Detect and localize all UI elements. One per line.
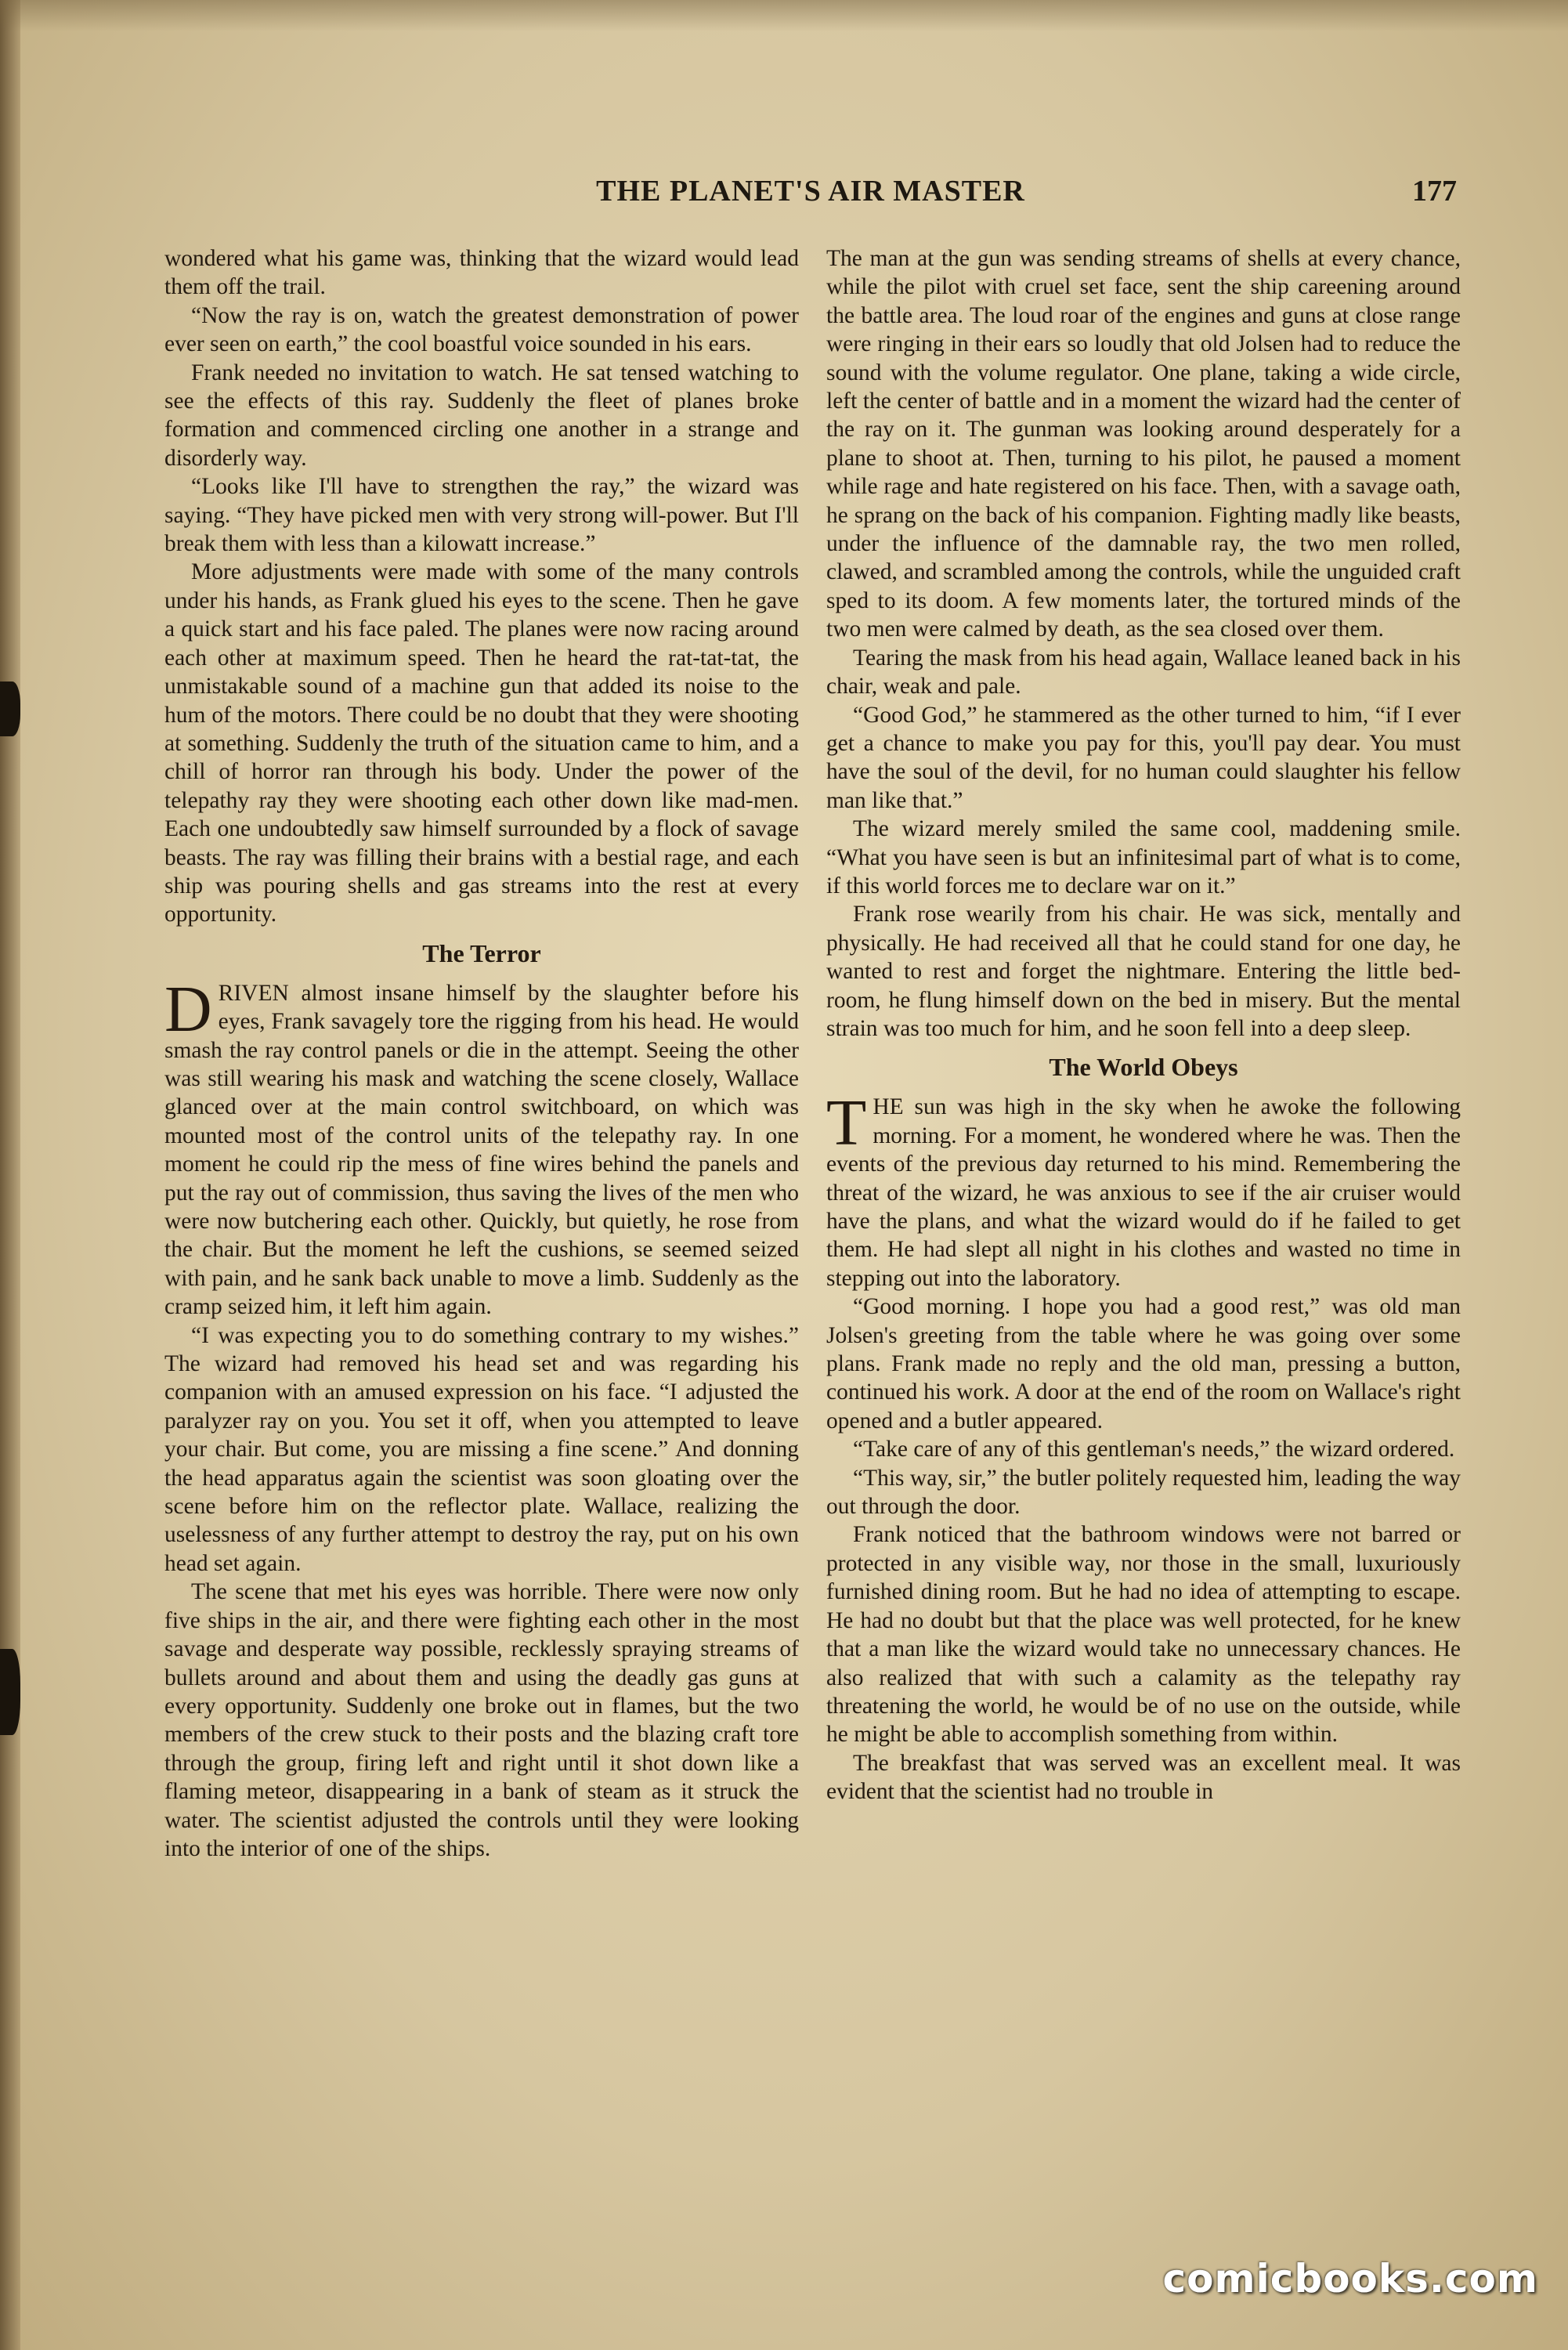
left-column bbox=[164, 244, 799, 2226]
page-edge-shadow bbox=[0, 0, 20, 2350]
paragraph: wondered what his game was, thinking that the wizard would lead them off the trail. bbox=[164, 246, 799, 300]
paragraph: The wizard merely smiled the same cool, maddening smile. “What you have seen is but an infinitesimal part of what is to come, if this world forces me to declare war on it.” bbox=[826, 816, 1461, 898]
running-title: THE PLANET'S AIR MASTER bbox=[596, 175, 1025, 208]
paragraph: Tearing the mask from his head again, Wallace leaned back in his chair, weak and pale. bbox=[826, 645, 1461, 700]
section-heading: The Terror bbox=[422, 938, 541, 967]
binding-hole bbox=[0, 682, 20, 736]
paragraph: Frank needed no invitation to watch. He sat tensed watching to see the effects of this ray. Suddenly the fleet of planes broke formation and commenced circling one another in a strange and disorderly way. bbox=[164, 360, 799, 471]
paragraph: Frank noticed that the bathroom windows were not barred or protected in any visible way, nor those in the small, luxuriously furnished dining room. But he had no idea of attempting to escape. He had no doubt but that the place was well protected, for he knew that a man like the wizard would take no unnecessary chances. He also realized that with such a calamity as the telepathy ray threatening the world, he would be of no use on the outside, while he might be able to accomplish something from within. bbox=[826, 1522, 1461, 1748]
paragraph-text: HE sun was high in the sky when he awoke the following morning. For a moment, he wondered where he was. Then the events of the previous day returned to his mind. Remembering the threat of the wizard, he was anxious to see if the air cruiser would have the plans, and what the wizard would do if he failed to get them. He had slept all night in his clothes and wasted no time in stepping out into the laboratory. bbox=[826, 1094, 1461, 1291]
paragraph-with-dropcap bbox=[826, 1086, 1461, 1292]
paragraph: “I was expecting you to do something contrary to my wishes.” The wizard had removed his head set and was regarding his companion with an amused expression on his face. “I adjusted the paralyzer ray on you. You set it off, when you attempted to leave your chair. But come, you are missing a fine scene.” And donning the head apparatus again the scientist was soon gloating over the scene before him on the reflector plate. Wallace, realizing the uselessness of any further attempt to destroy the ray, put on his own head set again. bbox=[164, 1322, 799, 1576]
paragraph: “Good morning. I hope you had a good rest,” was old man Jolsen's greeting from the table where he was going over some plans. Frank made no reply and the old man, pressing a button, continued his work. A door at the end of the room on Wallace's right opened and a butler appeared. bbox=[826, 1294, 1461, 1434]
paragraph: “Take care of any of this gentleman's needs,” the wizard ordered. bbox=[853, 1437, 1455, 1462]
paragraph: More adjustments were made with some of the many controls under his hands, as Frank glued his eyes to the scene. Then he gave a quick start and his face paled. The planes were now racing around each other at maximum speed. Then he heard the rat-tat-tat, the unmistakable sound of a machine gun that added its noise to the hum of the motors. There could be no doubt that they were shooting at something. Suddenly the truth of the situation came to him, and a chill of horror ran through his body. Under the power of the telepathy ray they were shooting each other down like mad-men. Each one undoubtedly saw himself surrounded by a flock of savage beasts. The ray was filling their brains with a bestial rage, and each ship was pouring shells and gas streams into the rest at every opportunity. bbox=[164, 559, 799, 927]
right-column bbox=[826, 244, 1461, 2226]
binding-hole bbox=[0, 1649, 20, 1735]
paragraph: “This way, sir,” the butler politely requested him, leading the way out through the door. bbox=[826, 1465, 1461, 1520]
paragraph-text: RIVEN almost insane himself by the slaughter before his eyes, Frank savagely tore the rigging from his head. He would smash the ray control panels or die in the attempt. Seeing the other was still wearing his mask and watching the scene closely, Wallace glanced over at the main control switchboard, on which was mounted most of the control units of the telepathy ray. In one moment he could rip the mess of fine wires behind the panels and put the ray out of commission, thus saving the lives of the men who were now butchering each other. Quickly, but quietly, he rose from the chair. But the moment he left the cushions, se seemed seized with pain, and he sank back unable to move a limb. Suddenly as the cramp seized him, it left him again. bbox=[164, 980, 799, 1320]
page-number: 177 bbox=[1412, 175, 1457, 208]
paragraph: The scene that met his eyes was horrible. There were now only five ships in the air, and there were fighting each other in the most savage and desperate way possible, recklessly spraying streams of bullets around and about them and using the deadly gas guns at every opportunity. Suddenly one broke out in flames, but the two members of the crew stuck to their posts and the blazing craft tore through the group, firing left and right until it shot down like a flaming meteor, disappearing in a bank of steam as it struck the water. The scientist adjusted the controls until they were looking into the interior of one of the ships. bbox=[164, 1579, 799, 1861]
paragraph: Frank rose wearily from his chair. He was sick, mentally and physically. He had received all that he could stand for one day, he wanted to rest and forget the nightmare. Entering the little bed-room, he flung himself down on the bed in misery. But the mental strain was too much for him, and he soon fell into a deep sleep. bbox=[826, 902, 1461, 1041]
drop-cap: T bbox=[826, 1086, 867, 1160]
paragraph-with-dropcap bbox=[164, 972, 799, 1321]
paragraph: The breakfast that was served was an excellent meal. It was evident that the scientist had no trouble in bbox=[826, 1750, 1461, 1805]
page-top-shadow bbox=[0, 0, 1568, 31]
paragraph: “Now the ray is on, watch the greatest demonstration of power ever seen on earth,” the cool boastful voice sounded in his ears. bbox=[164, 302, 799, 357]
paragraph: “Looks like I'll have to strengthen the ray,” the wizard was saying. “They have picked men with very strong will-power. But I'll break them with less than a kilowatt increase.” bbox=[164, 474, 799, 557]
paragraph: The man at the gun was sending streams of shells at every chance, while the pilot with cruel set face, sent the ship careening around the battle area. The loud roar of the engines and guns at close range were ringing in their ears so loudly that old Jolsen had to reduce the sound with the volume regulator. One plane, taking a wide circle, left the center of battle and in a moment the wizard had the center of the ray on it. The gunman was looking around desperately for a plane to shoot at. Then, turning to his pilot, he paused a moment while rage and hate registered on his face. Then, with a savage oath, he sprang on the back of his companion. Fighting madly like beasts, under the influence of the damnable ray, the two men rolled, clawed, and scrambled among the controls, while the unguided craft sped to its doom. A few moments later, the tortured minds of the two men were calmed by death, as the sea closed over them. bbox=[826, 246, 1461, 642]
drop-cap: D bbox=[164, 972, 212, 1046]
site-watermark: comicbooks.com bbox=[1162, 2256, 1538, 2301]
page-header bbox=[164, 174, 1457, 213]
paragraph: “Good God,” he stammered as the other turned to him, “if I ever get a chance to make you pay for this, you'll pay dear. You must have the soul of the devil, for no human could slaughter his fellow man like that.” bbox=[826, 702, 1461, 813]
section-heading: The World Obeys bbox=[1049, 1053, 1238, 1082]
